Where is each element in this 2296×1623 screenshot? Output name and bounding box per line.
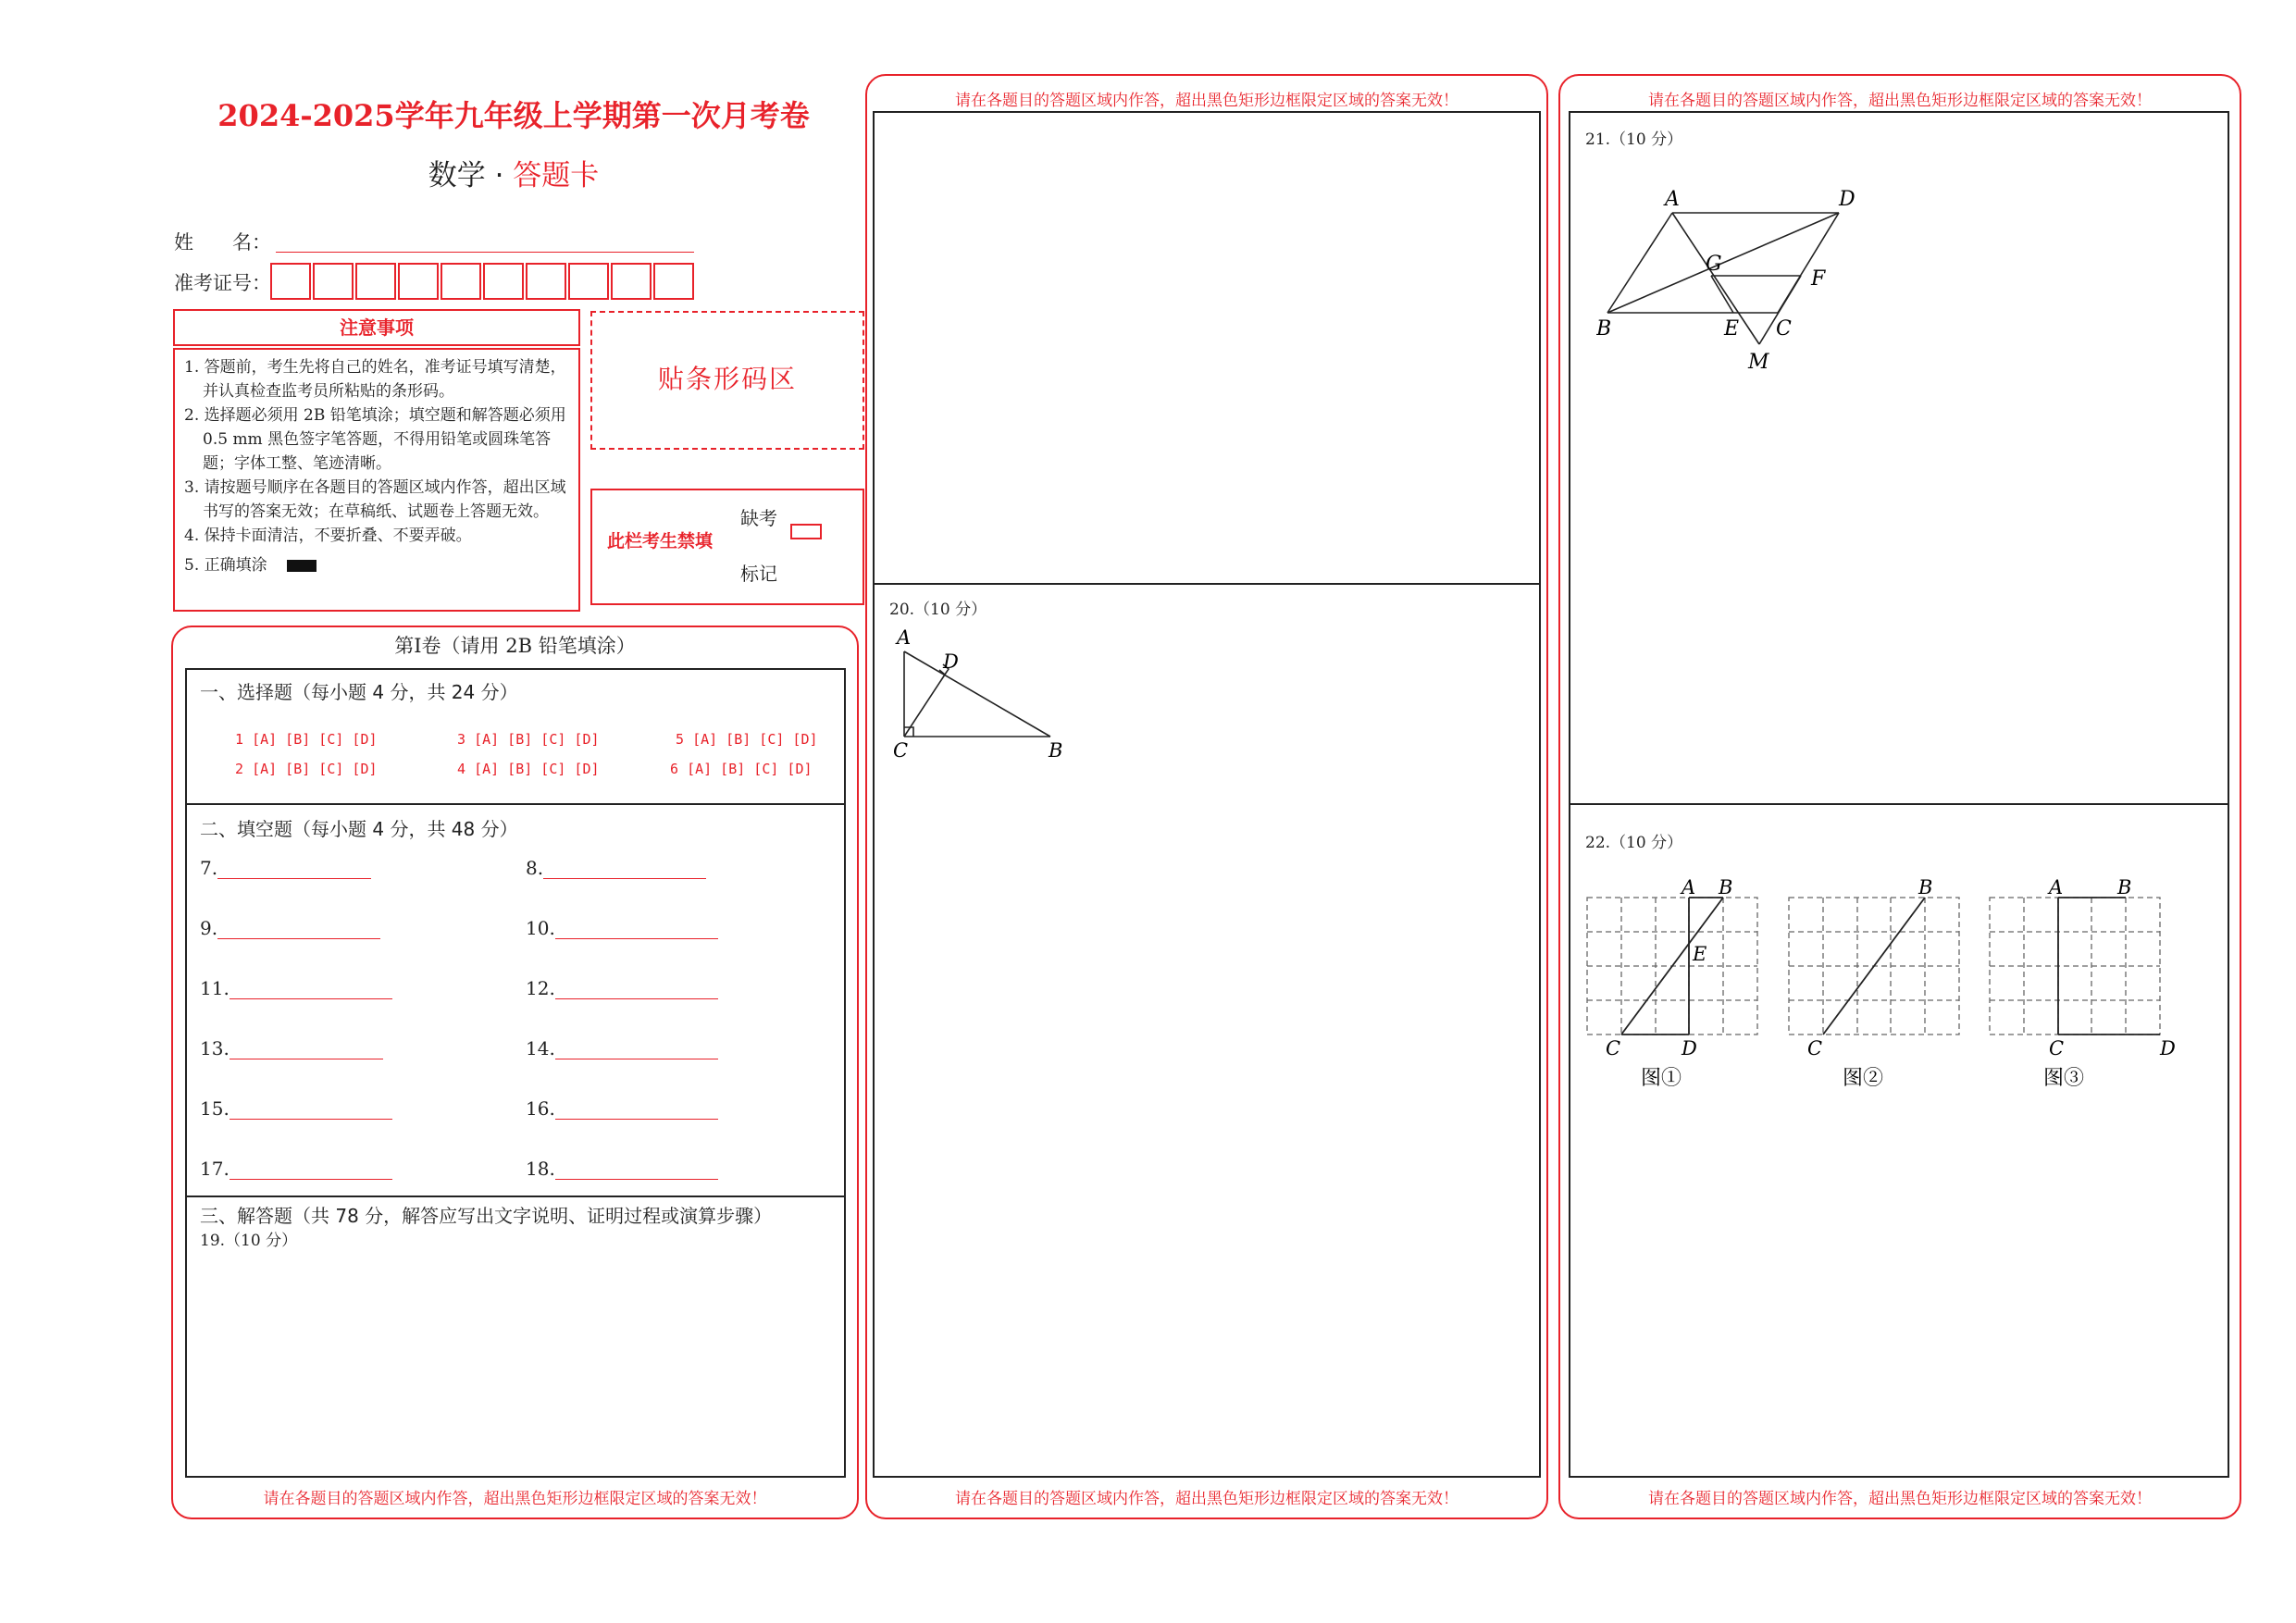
exam-header — [171, 93, 856, 193]
subject: 数学 — [428, 159, 486, 192]
q21-figure — [1596, 178, 1874, 400]
title-rest: 学年九年级上学期第一次月考卷 — [394, 98, 810, 133]
q-options: [A] [B] [C] [D] — [252, 761, 378, 777]
answer-frame-middle-bottom — [873, 583, 1541, 1478]
q-options: [A] [B] [C] [D] — [252, 731, 378, 748]
answer-line[interactable] — [217, 860, 371, 879]
seg-AB — [904, 651, 1050, 737]
q-number: 16. — [526, 1097, 555, 1120]
name-field[interactable] — [276, 252, 694, 253]
q22-figure-2 — [1781, 879, 1967, 1101]
q-number: 6 — [670, 761, 679, 777]
absent-label: 缺考 — [740, 507, 777, 529]
label-A: A — [1682, 879, 1696, 898]
q-number: 13. — [200, 1037, 230, 1059]
choice-q5[interactable] — [676, 731, 818, 748]
label-D: D — [2160, 1037, 2176, 1059]
q-number: 9. — [200, 917, 218, 939]
fill-q7[interactable] — [200, 857, 371, 879]
label-F: F — [1811, 267, 1826, 291]
q21-answer-area[interactable] — [1570, 390, 2228, 798]
q-number: 2 — [235, 761, 244, 777]
warning-bottom-right: 请在各题目的答题区域内作答，超出黑色矩形边框限定区域的答案无效！ — [1648, 1490, 2152, 1508]
q-options: [A] [B] [C] [D] — [474, 731, 600, 748]
answer-line[interactable] — [217, 920, 380, 939]
q20-figure — [891, 622, 1095, 761]
exam-title — [171, 93, 856, 135]
answer-frame-left — [185, 668, 846, 1478]
label-B: B — [1918, 879, 1933, 898]
q19-answer-area[interactable] — [187, 1253, 844, 1475]
q-options: [A] [B] [C] [D] — [692, 731, 818, 748]
caption-fig1: 图① — [1641, 1067, 1682, 1090]
title-year: 2024-2025 — [217, 98, 395, 133]
label-D: D — [1839, 188, 1855, 211]
notice-item-5 — [184, 553, 569, 577]
seg-AB — [1607, 213, 1672, 313]
label-C: C — [1776, 317, 1792, 341]
label-E: E — [1693, 943, 1707, 965]
label-D: D — [1682, 1037, 1697, 1059]
id-cell[interactable] — [526, 263, 566, 300]
id-cell[interactable] — [611, 263, 652, 300]
warning-top-right: 请在各题目的答题区域内作答，超出黑色矩形边框限定区域的答案无效！ — [1648, 92, 2152, 110]
label-B: B — [2117, 879, 2132, 898]
barcode-label: 贴条形码区 — [657, 364, 797, 394]
label-B: B — [1049, 739, 1063, 761]
section1-title: 一、选择题（每小题 4 分，共 24 分） — [200, 681, 518, 703]
name-label: 姓 名： — [174, 231, 271, 254]
seg-GE — [1711, 276, 1733, 313]
answer-frame-right-bottom — [1569, 803, 2229, 1478]
q-number: 15. — [200, 1097, 230, 1120]
answer-line[interactable] — [230, 980, 392, 999]
answer-line[interactable] — [555, 920, 718, 939]
label-G: G — [1706, 253, 1722, 276]
id-cell[interactable] — [313, 263, 354, 300]
q-number: 1 — [235, 731, 244, 748]
q22-figure-1 — [1580, 879, 1765, 1101]
notice-box — [173, 348, 580, 612]
divider — [187, 1196, 844, 1197]
absent-box — [590, 489, 864, 605]
card-label: 答题卡 — [513, 159, 600, 192]
answer-line[interactable] — [543, 860, 706, 879]
id-label: 准考证号： — [174, 272, 271, 294]
fill-q9[interactable] — [200, 917, 380, 939]
q20-label: 20.（10 分） — [889, 601, 987, 619]
notice-item-5-text: 5. 正确填涂 — [184, 556, 267, 575]
label-C: C — [1807, 1037, 1823, 1059]
label-B: B — [1596, 317, 1612, 341]
divider — [187, 803, 844, 805]
fill-q13[interactable] — [200, 1037, 383, 1059]
notice-item: 2. 选择题必须用 2B 铅笔填涂；填空题和解答题必须用 0.5 mm 黑色签字笔答题，不得用铅笔或圆珠笔答题；字体工整、笔迹清晰。 — [184, 406, 566, 473]
q-number: 17. — [200, 1158, 230, 1180]
answer-frame-right-top — [1569, 111, 2229, 805]
fill-q18[interactable] — [526, 1158, 718, 1180]
notice-heading: 注意事项 — [173, 309, 580, 346]
answer-line[interactable] — [230, 1040, 383, 1059]
answer-line[interactable] — [230, 1160, 392, 1180]
label-A: A — [897, 626, 912, 649]
label-D: D — [943, 650, 959, 673]
fill-q16[interactable] — [526, 1097, 718, 1120]
q-number: 5 — [676, 731, 685, 748]
forbid-label: 此栏考生禁填 — [607, 531, 714, 551]
q-number: 11. — [200, 977, 230, 999]
caption-fig2: 图② — [1843, 1067, 1884, 1090]
id-cell[interactable] — [568, 263, 609, 300]
label-C: C — [1606, 1037, 1621, 1059]
notice-item: 4. 保持卡面清洁，不要折叠、不要弄破。 — [184, 527, 472, 545]
subject-line — [171, 152, 856, 193]
answer-line[interactable] — [555, 1040, 718, 1059]
id-field[interactable] — [270, 263, 696, 300]
choice-q4[interactable] — [457, 761, 600, 777]
label-A: A — [1665, 188, 1680, 211]
answer-line[interactable] — [555, 1160, 718, 1180]
fill-q15[interactable] — [200, 1097, 392, 1120]
mark-label: 标记 — [740, 563, 777, 585]
choice-q2[interactable] — [235, 761, 378, 777]
filled-example-icon — [287, 560, 316, 572]
id-cell[interactable] — [483, 263, 524, 300]
q-options: [A] [B] [C] [D] — [687, 761, 813, 777]
label-B: B — [1719, 879, 1733, 898]
id-cell[interactable] — [441, 263, 481, 300]
fill-q8[interactable] — [526, 857, 706, 879]
fill-q12[interactable] — [526, 977, 718, 999]
part1-title: 第Ⅰ卷（请用 2B 铅笔填涂） — [394, 635, 636, 657]
barcode-area — [590, 311, 864, 450]
section2-title: 二、填空题（每小题 4 分，共 48 分） — [200, 818, 518, 840]
choice-q3[interactable] — [457, 731, 600, 748]
q-number: 18. — [526, 1158, 555, 1180]
label-A: A — [2049, 879, 2064, 898]
q-number: 4 — [457, 761, 466, 777]
id-cell[interactable] — [398, 263, 439, 300]
answer-line[interactable] — [555, 1100, 718, 1120]
id-cell[interactable] — [355, 263, 396, 300]
warning-bottom-middle: 请在各题目的答题区域内作答，超出黑色矩形边框限定区域的答案无效！ — [955, 1490, 1458, 1508]
answer-frame-middle-top[interactable] — [873, 111, 1541, 585]
subject-dot: · — [494, 159, 504, 192]
answer-line[interactable] — [230, 1100, 392, 1120]
caption-fig3: 图③ — [2043, 1067, 2085, 1090]
q-number: 10. — [526, 917, 555, 939]
label-M: M — [1748, 351, 1769, 374]
label-C: C — [2049, 1037, 2065, 1059]
q-number: 8. — [526, 857, 544, 879]
q19-label: 19.（10 分） — [200, 1232, 298, 1250]
warning-bottom-left: 请在各题目的答题区域内作答，超出黑色矩形边框限定区域的答案无效！ — [263, 1490, 767, 1508]
fill-q17[interactable] — [200, 1158, 392, 1180]
absent-mark-box[interactable] — [790, 524, 822, 539]
warning-top-middle: 请在各题目的答题区域内作答，超出黑色矩形边框限定区域的答案无效！ — [955, 92, 1458, 110]
fill-q11[interactable] — [200, 977, 392, 999]
id-cell[interactable] — [270, 263, 311, 300]
label-C: C — [893, 739, 909, 761]
q-number: 12. — [526, 977, 555, 999]
q21-label: 21.（10 分） — [1585, 130, 1683, 149]
q-number: 7. — [200, 857, 218, 879]
q-number: 3 — [457, 731, 466, 748]
notice-item: 3. 请按题号顺序在各题目的答题区域内作答，超出区域书写的答案无效；在草稿纸、试题卷上答题无效。 — [184, 478, 566, 521]
section3-title: 三、解答题（共 78 分，解答应写出文字说明、证明过程或演算步骤） — [200, 1205, 773, 1227]
fill-q10[interactable] — [526, 917, 718, 939]
label-E: E — [1724, 317, 1740, 341]
seg-BD — [1607, 213, 1839, 313]
q22-answer-area[interactable] — [1570, 1101, 2228, 1471]
choice-q1[interactable] — [235, 731, 378, 748]
choice-q6[interactable] — [670, 761, 813, 777]
q-number: 14. — [526, 1037, 555, 1059]
notice-item: 1. 答题前，考生先将自己的姓名，准考证号填写清楚，并认真检查监考员所粘贴的条形码。 — [184, 358, 566, 401]
fill-q14[interactable] — [526, 1037, 718, 1059]
q-options: [A] [B] [C] [D] — [474, 761, 600, 777]
id-cell[interactable] — [653, 263, 694, 300]
answer-line[interactable] — [555, 980, 718, 999]
q20-answer-area[interactable] — [875, 770, 1539, 1473]
q22-label: 22.（10 分） — [1585, 834, 1683, 852]
q22-figure-3 — [1982, 879, 2186, 1101]
